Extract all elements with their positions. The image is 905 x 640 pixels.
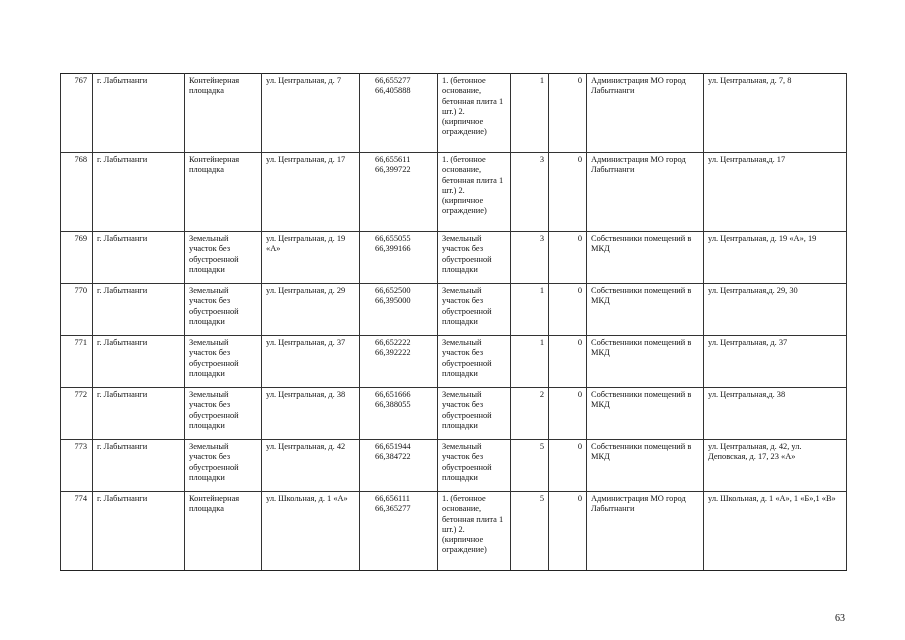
cell-description: 1. (бетонное основание, бетонная плита 1 шт.) 2. (кирпичное ограждение) <box>438 492 511 571</box>
cell-description: Земельный участок без обустроенной площадки <box>438 284 511 336</box>
table-row <box>61 336 847 388</box>
cell-served-addresses: ул. Центральная, д. 7, 8 <box>704 74 847 153</box>
cell-description: Земельный участок без обустроенной площадки <box>438 232 511 284</box>
cell-number: 771 <box>61 336 93 388</box>
cell-container-count: 1 <box>511 74 549 153</box>
cell-coordinates: 66,655055 66,399166 <box>360 232 438 284</box>
cell-served-addresses: ул. Центральная, д. 42, ул. Деповская, д. 17, 23 «А» <box>704 440 847 492</box>
cell-planned-count: 0 <box>549 388 587 440</box>
cell-address: ул. Центральная, д. 29 <box>262 284 360 336</box>
cell-description: Земельный участок без обустроенной площадки <box>438 440 511 492</box>
table-row <box>61 232 847 284</box>
cell-city: г. Лабытнанги <box>93 74 185 153</box>
cell-owner: Собственники помещений в МКД <box>587 440 704 492</box>
cell-description: 1. (бетонное основание, бетонная плита 1 шт.) 2. (кирпичное ограждение) <box>438 153 511 232</box>
cell-address: ул. Центральная, д. 19 «А» <box>262 232 360 284</box>
cell-planned-count: 0 <box>549 153 587 232</box>
cell-site-type: Земельный участок без обустроенной площадки <box>185 232 262 284</box>
cell-coordinates: 66,651666 66,388055 <box>360 388 438 440</box>
registry-table <box>60 73 847 571</box>
cell-number: 768 <box>61 153 93 232</box>
cell-address: ул. Школьная, д. 1 «А» <box>262 492 360 571</box>
cell-container-count: 3 <box>511 153 549 232</box>
table-row <box>61 153 847 232</box>
cell-address: ул. Центральная, д. 37 <box>262 336 360 388</box>
table-row <box>61 74 847 153</box>
cell-city: г. Лабытнанги <box>93 284 185 336</box>
cell-description: Земельный участок без обустроенной площадки <box>438 388 511 440</box>
cell-city: г. Лабытнанги <box>93 153 185 232</box>
cell-owner: Администрация МО город Лабытнанги <box>587 153 704 232</box>
cell-planned-count: 0 <box>549 440 587 492</box>
cell-city: г. Лабытнанги <box>93 336 185 388</box>
cell-served-addresses: ул. Центральная, д. 19 «А», 19 <box>704 232 847 284</box>
cell-container-count: 1 <box>511 336 549 388</box>
cell-planned-count: 0 <box>549 492 587 571</box>
cell-address: ул. Центральная, д. 42 <box>262 440 360 492</box>
cell-owner: Собственники помещений в МКД <box>587 232 704 284</box>
table-row <box>61 388 847 440</box>
cell-planned-count: 0 <box>549 74 587 153</box>
cell-container-count: 5 <box>511 440 549 492</box>
table-body <box>61 74 847 571</box>
cell-owner: Администрация МО город Лабытнанги <box>587 74 704 153</box>
cell-served-addresses: ул. Школьная, д. 1 «А», 1 «Б»,1 «В» <box>704 492 847 571</box>
cell-number: 769 <box>61 232 93 284</box>
cell-description: Земельный участок без обустроенной площадки <box>438 336 511 388</box>
cell-owner: Собственники помещений в МКД <box>587 336 704 388</box>
cell-site-type: Земельный участок без обустроенной площадки <box>185 284 262 336</box>
cell-served-addresses: ул. Центральная,д. 17 <box>704 153 847 232</box>
cell-container-count: 3 <box>511 232 549 284</box>
cell-coordinates: 66,652222 66,392222 <box>360 336 438 388</box>
cell-container-count: 5 <box>511 492 549 571</box>
cell-number: 772 <box>61 388 93 440</box>
cell-owner: Администрация МО город Лабытнанги <box>587 492 704 571</box>
cell-address: ул. Центральная, д. 38 <box>262 388 360 440</box>
cell-number: 770 <box>61 284 93 336</box>
cell-served-addresses: ул. Центральная,д. 29, 30 <box>704 284 847 336</box>
cell-city: г. Лабытнанги <box>93 232 185 284</box>
cell-owner: Собственники помещений в МКД <box>587 388 704 440</box>
cell-site-type: Контейнерная площадка <box>185 153 262 232</box>
cell-container-count: 2 <box>511 388 549 440</box>
cell-city: г. Лабытнанги <box>93 440 185 492</box>
cell-served-addresses: ул. Центральная, д. 37 <box>704 336 847 388</box>
cell-address: ул. Центральная, д. 17 <box>262 153 360 232</box>
cell-site-type: Земельный участок без обустроенной площадки <box>185 388 262 440</box>
cell-owner: Собственники помещений в МКД <box>587 284 704 336</box>
cell-served-addresses: ул. Центральная,д. 38 <box>704 388 847 440</box>
cell-description: 1. (бетонное основание, бетонная плита 1 шт.) 2. (кирпичное ограждение) <box>438 74 511 153</box>
cell-planned-count: 0 <box>549 232 587 284</box>
cell-number: 767 <box>61 74 93 153</box>
cell-coordinates: 66,652500 66,395000 <box>360 284 438 336</box>
cell-coordinates: 66,655277 66,405888 <box>360 74 438 153</box>
cell-planned-count: 0 <box>549 284 587 336</box>
cell-city: г. Лабытнанги <box>93 388 185 440</box>
cell-site-type: Земельный участок без обустроенной площадки <box>185 440 262 492</box>
cell-container-count: 1 <box>511 284 549 336</box>
cell-number: 773 <box>61 440 93 492</box>
cell-address: ул. Центральная, д. 7 <box>262 74 360 153</box>
table-row <box>61 284 847 336</box>
cell-coordinates: 66,655611 66,399722 <box>360 153 438 232</box>
cell-city: г. Лабытнанги <box>93 492 185 571</box>
table-row <box>61 492 847 571</box>
cell-site-type: Контейнерная площадка <box>185 492 262 571</box>
cell-coordinates: 66,656111 66,365277 <box>360 492 438 571</box>
cell-site-type: Контейнерная площадка <box>185 74 262 153</box>
cell-planned-count: 0 <box>549 336 587 388</box>
table-row <box>61 440 847 492</box>
cell-coordinates: 66,651944 66,384722 <box>360 440 438 492</box>
page-number: 63 <box>835 613 845 624</box>
cell-number: 774 <box>61 492 93 571</box>
cell-site-type: Земельный участок без обустроенной площадки <box>185 336 262 388</box>
